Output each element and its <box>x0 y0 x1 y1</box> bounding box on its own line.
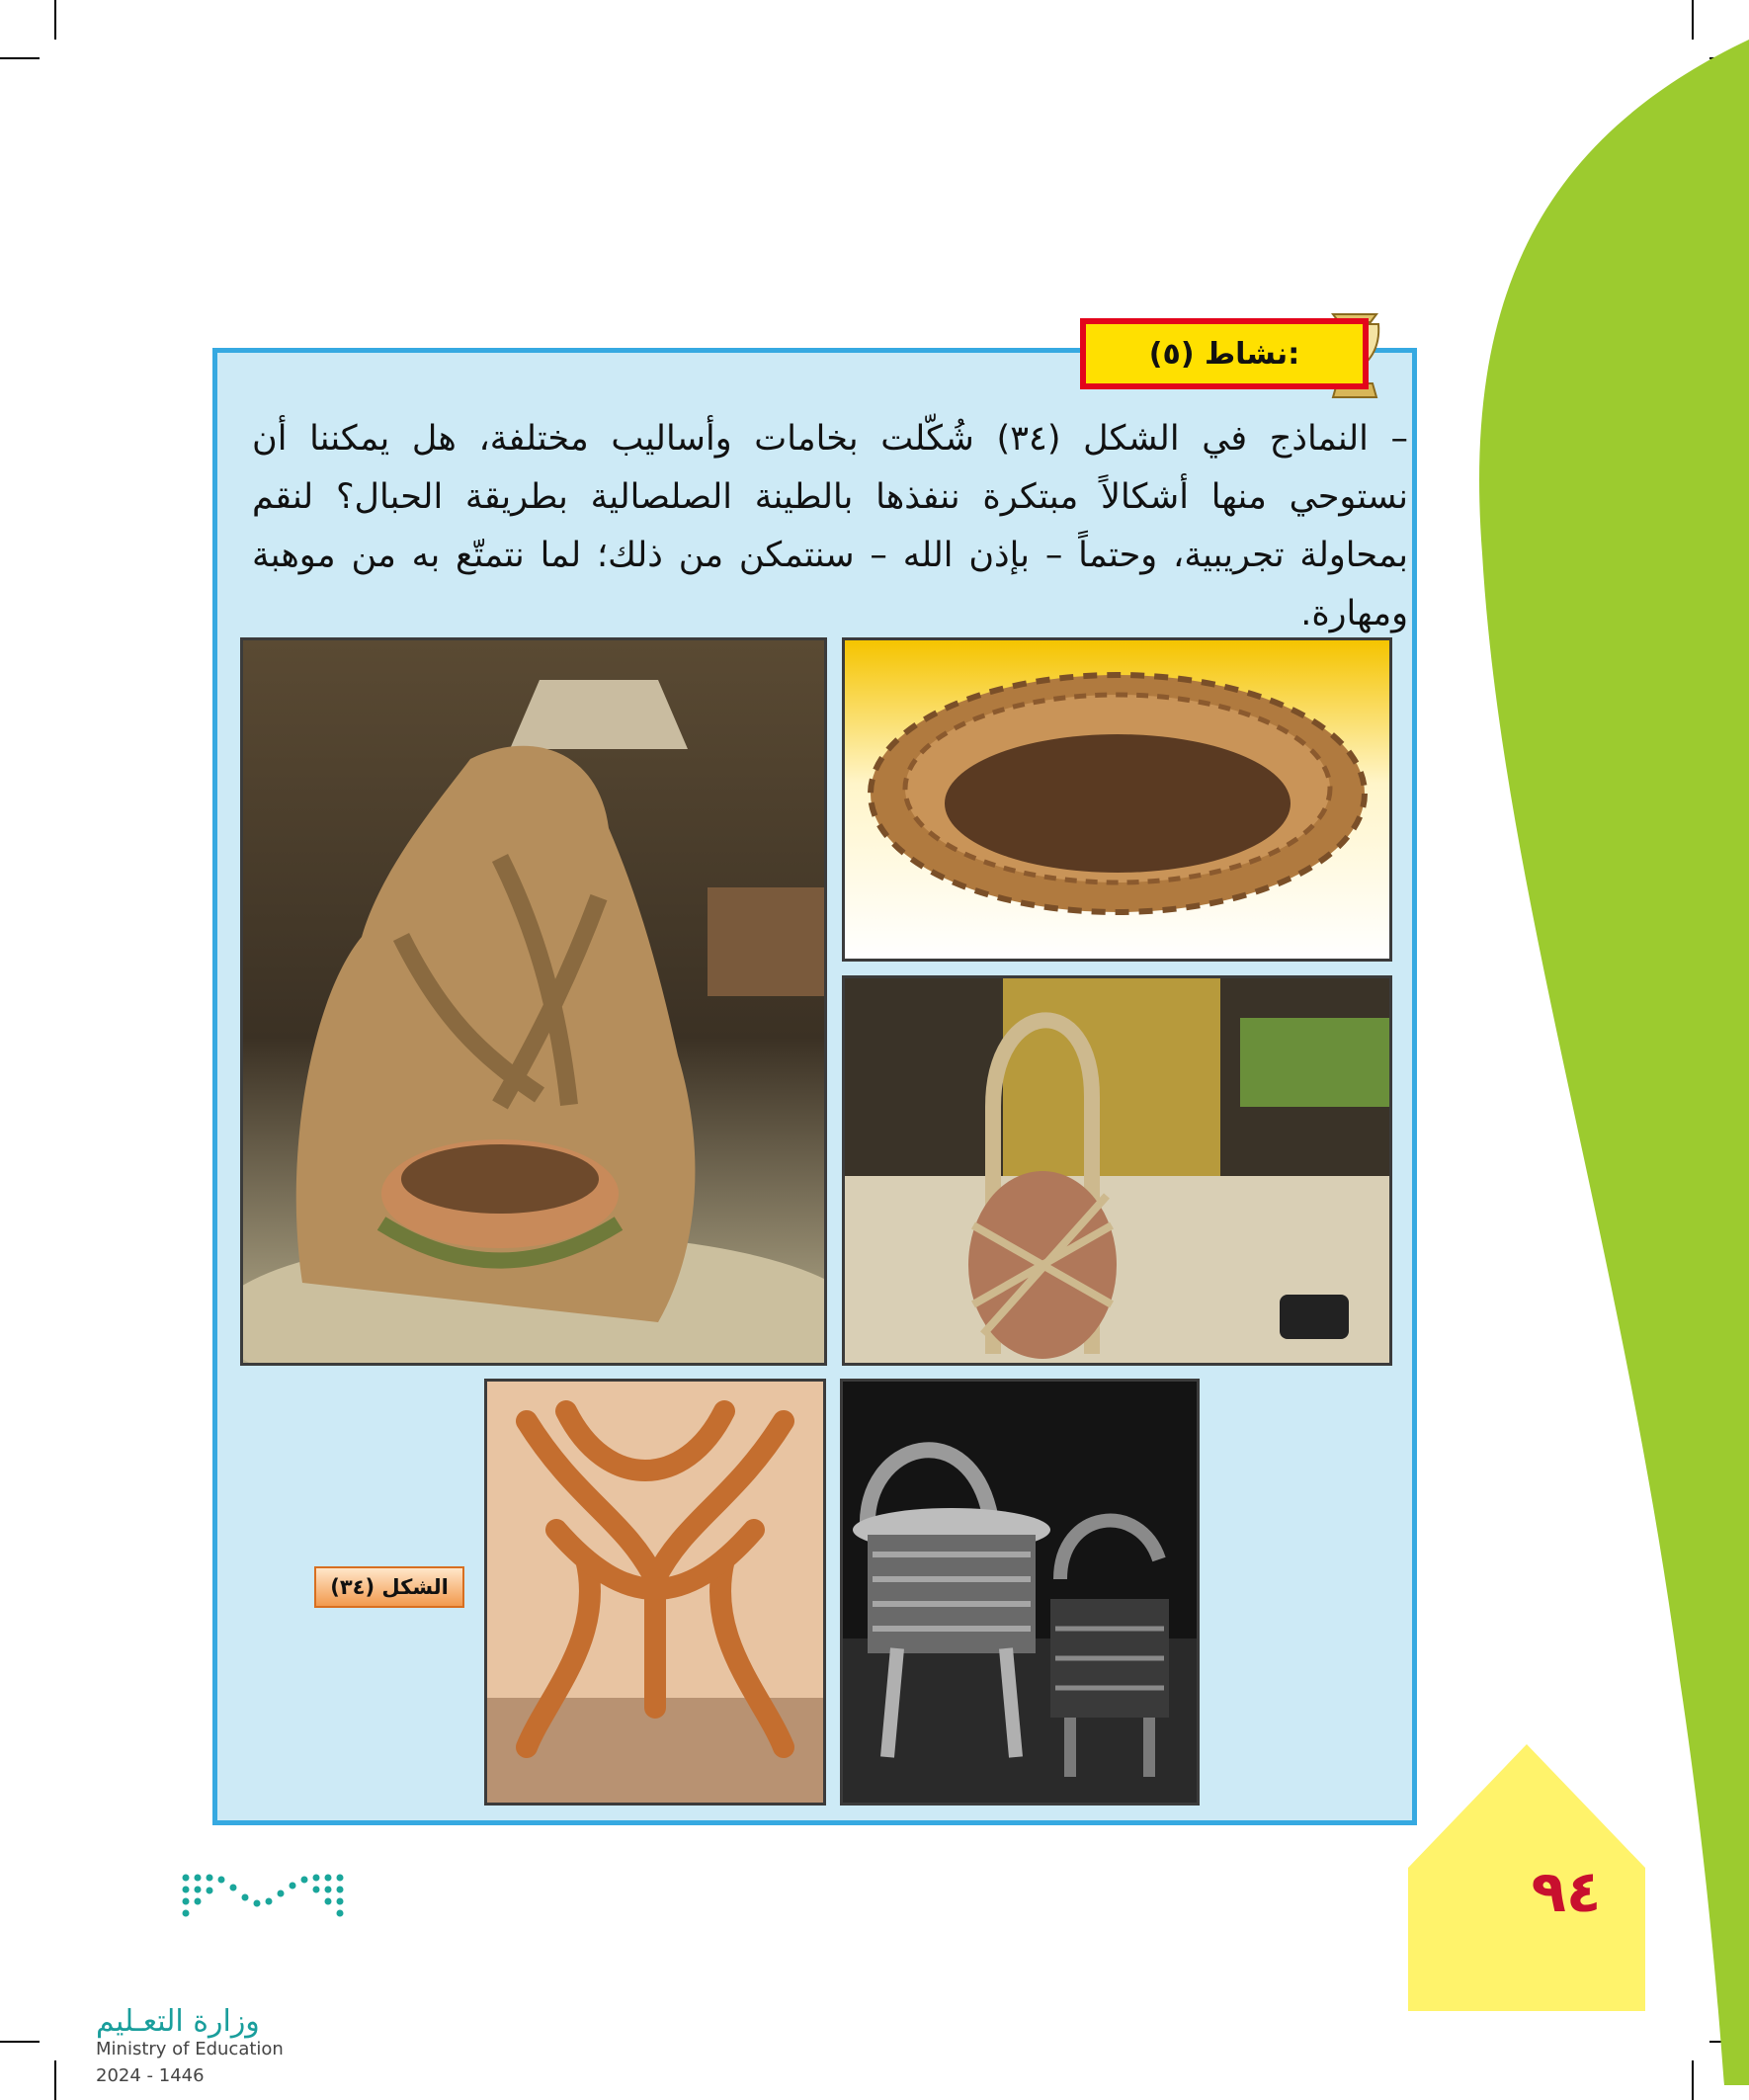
activity-instructions: – النماذج في الشكل (٣٤) شُكّلت بخامات وأساليب مختلفة، هل يمكننا أن نستوحي منها أشكالاً مبتكرة ننفذها بالطينة الصلصالية بطريقة الحبال؟ لنقم بمحاولة تجريبية، وحتماً – بإذن الله – سنتمكن من ذلك؛ لما نتمتّع به من موهبة ومهارة. <box>252 419 1408 633</box>
figure-caption: الشكل (٣٤) <box>314 1566 464 1608</box>
edition-year: 2024 - 1446 <box>96 2065 205 2086</box>
page-number: ٩٤ <box>1531 1858 1602 1925</box>
photo-woven-basket <box>842 637 1392 962</box>
activity-title-tag <box>1080 318 1369 389</box>
ministry-logo-icon <box>176 1858 354 1927</box>
activity-title: نشاط (٥): <box>1148 336 1300 372</box>
photo-carved-branch-stand <box>484 1379 826 1806</box>
photo-rope-basket-with-pot <box>842 975 1392 1366</box>
photo-bw-clay-rope-baskets <box>840 1379 1200 1806</box>
ministry-name-english: Ministry of Education <box>96 2039 284 2059</box>
ministry-name-arabic: وزارة التعـليم <box>96 2004 260 2039</box>
photo-wood-root-sculpture <box>240 637 827 1366</box>
